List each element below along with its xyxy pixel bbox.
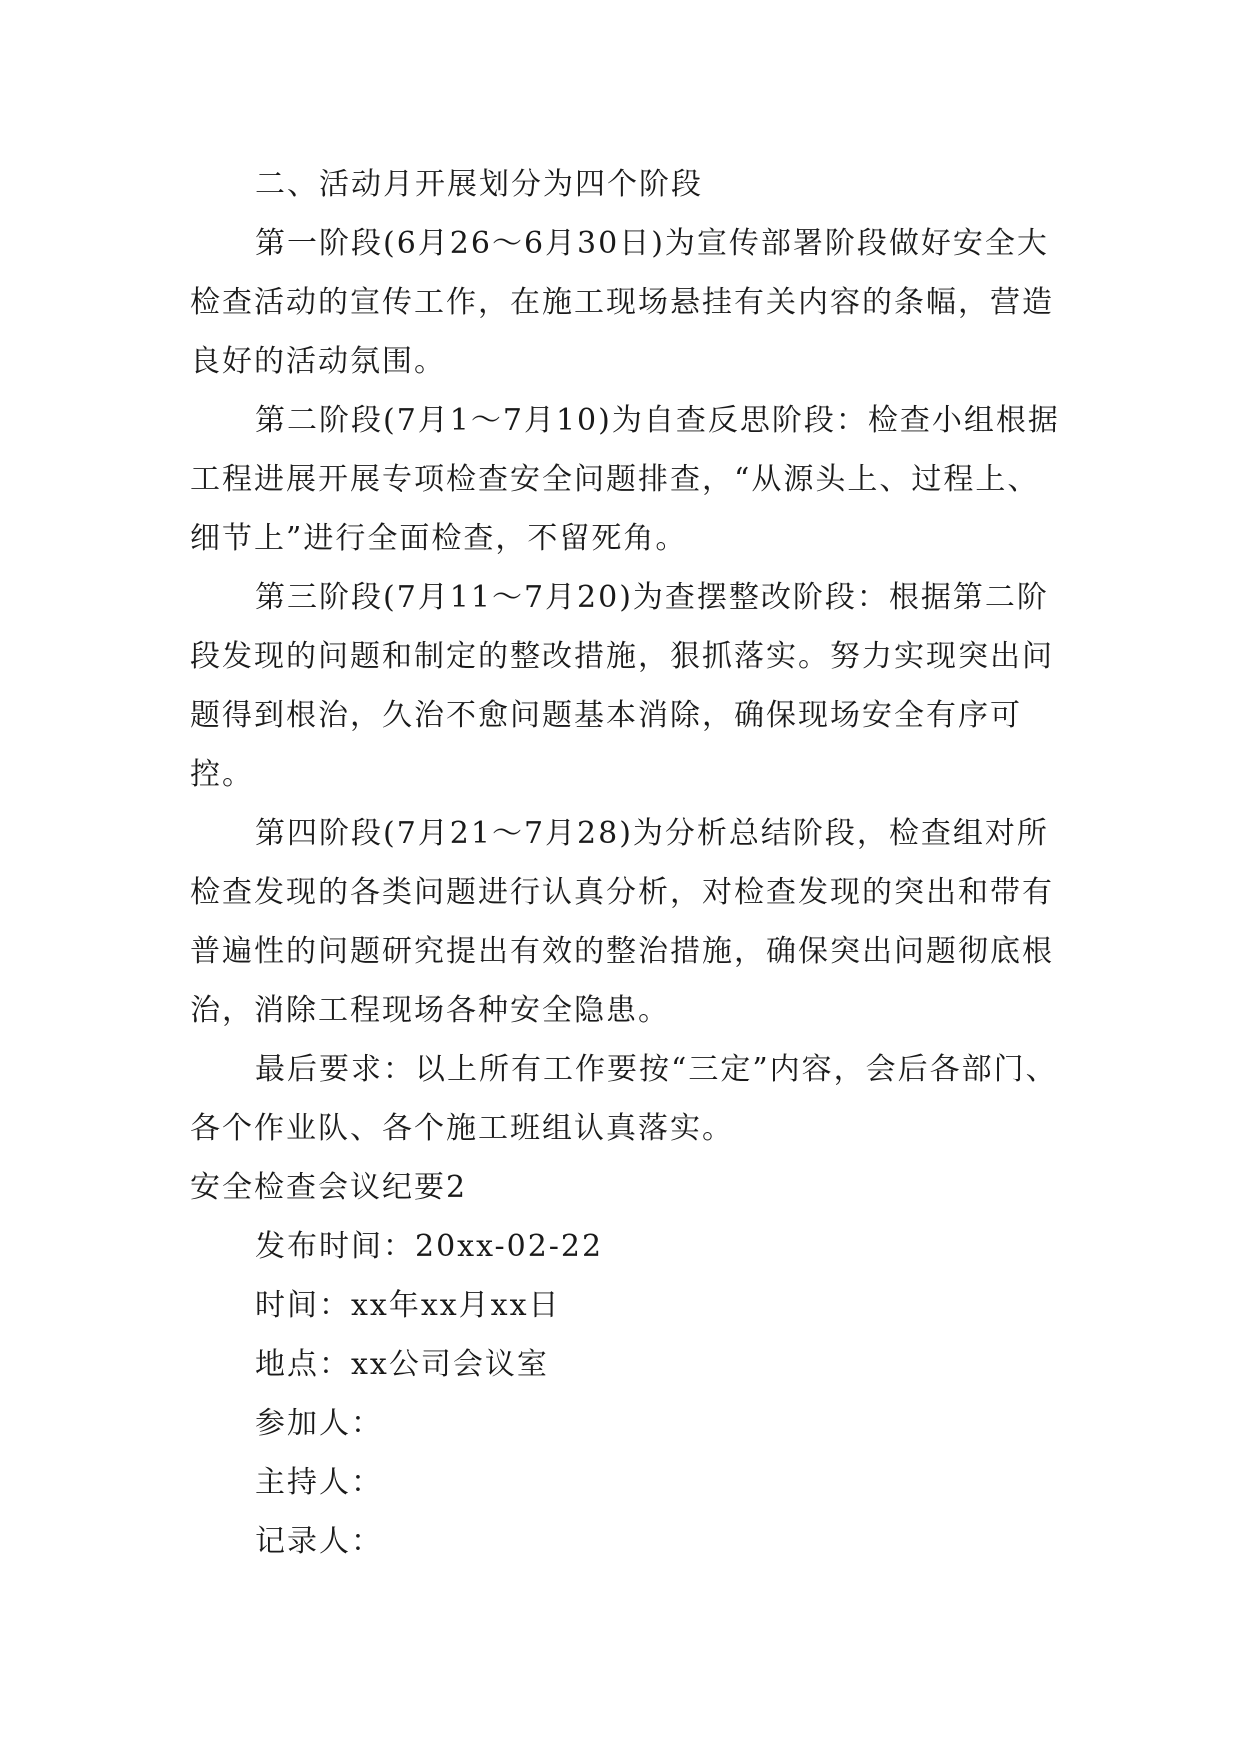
paragraph-final-requirement: 最后要求：以上所有工作要按“三定”内容，会后各部门、各个作业队、各个施工班组认真落实。 [190,1052,1058,1146]
document-body [190,155,1070,1571]
meeting-time: 时间：xx年xx月xx日 [255,1288,561,1323]
meeting-location: 地点：xx公司会议室 [255,1347,549,1382]
host-label: 主持人： [255,1465,383,1500]
paragraph-stage-1: 第一阶段(6月26～6月30日)为宣传部署阶段做好安全大检查活动的宣传工作，在施工现场悬挂有关内容的条幅，营造良好的活动氛围。 [190,226,1054,379]
paragraph-stage-4: 第四阶段(7月21～7月28)为分析总结阶段，检查组对所检查发现的各类问题进行认真分析，对检查发现的突出和带有普遍性的问题研究提出有效的整治措施，确保突出问题彻底根治，消除工程现场各种安全隐患。 [190,816,1054,1028]
paragraph-stage-2: 第二阶段(7月1～7月10)为自查反思阶段：检查小组根据工程进展开展专项检查安全问题排查，“从源头上、过程上、细节上”进行全面检查，不留死角。 [190,403,1060,556]
participants-label: 参加人： [255,1406,383,1441]
minutes-title: 安全检查会议纪要2 [190,1170,468,1205]
publish-time: 发布时间：20xx-02-22 [255,1229,604,1264]
recorder-label: 记录人： [255,1524,383,1559]
section-heading: 二、活动月开展划分为四个阶段 [255,167,703,202]
paragraph-stage-3: 第三阶段(7月11～7月20)为查摆整改阶段：根据第二阶段发现的问题和制定的整改措施，狠抓落实。努力实现突出问题得到根治，久治不愈问题基本消除，确保现场安全有序可控。 [190,580,1054,792]
